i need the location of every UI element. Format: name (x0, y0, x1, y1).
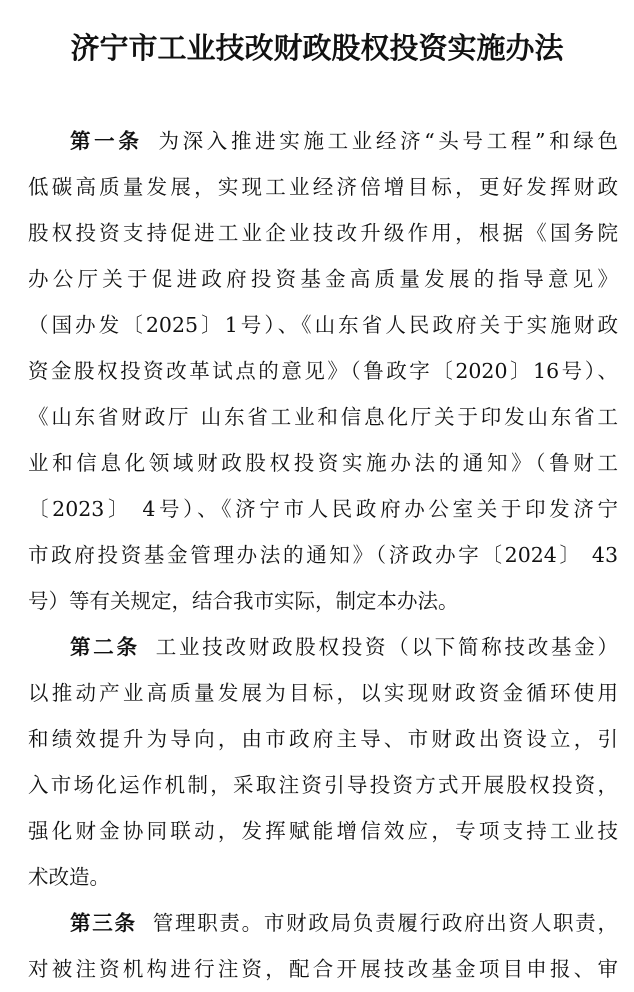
document-body (28, 118, 618, 992)
article-3 (28, 900, 618, 992)
article-1-line-6: 资金股权投资改革试点的意见》（鲁政字〔2020〕16号）、 (28, 359, 618, 383)
article-2-text-1: 工业技改财政股权投资（以下简称技改基金） (155, 635, 618, 659)
article-1-line-11: 号）等有关规定，结合我市实际，制定本办法。 (28, 589, 459, 613)
article-3-label: 第三条 (70, 911, 137, 935)
article-2 (28, 624, 618, 900)
article-3-line-2: 对被注资机构进行注资，配合开展技改基金项目申报、审 (28, 957, 618, 981)
document-title: 济宁市工业技改财政股权投资实施办法 (70, 31, 564, 65)
article-1-text-1: 为深入推进实施工业经济“头号工程”和绿色 (158, 129, 618, 153)
article-2-line-3: 和绩效提升为导向，由市政府主导、市财政出资设立，引 (28, 727, 618, 751)
article-2-line-5: 强化财金协同联动，发挥赋能增信效应，专项支持工业技 (28, 819, 618, 843)
article-1-line-4: 办公厅关于促进政府投资基金高质量发展的指导意见》 (28, 267, 618, 291)
article-1-line-2: 低碳高质量发展，实现工业经济倍增目标，更好发挥财政 (28, 175, 618, 199)
article-2-line-2: 以推动产业高质量发展为目标，以实现财政资金循环使用 (28, 681, 618, 705)
article-1-label: 第一条 (70, 129, 143, 153)
article-1-line-7: 《山东省财政厅 山东省工业和信息化厅关于印发山东省工 (28, 405, 618, 429)
article-1-line-5: （国办发〔2025〕1号）、《山东省人民政府关于实施财政 (28, 313, 618, 337)
article-1-line-8: 业和信息化领域财政股权投资实施办法的通知》（鲁财工 (28, 451, 618, 475)
article-2-line-1 (28, 624, 618, 670)
article-1-line-9: 〔2023〕 4号）、《济宁市人民政府办公室关于印发济宁 (28, 497, 618, 521)
article-2-line-6: 术改造。 (28, 865, 110, 889)
article-3-line-1 (28, 900, 618, 946)
article-2-line-4: 入市场化运作机制，采取注资引导投资方式开展股权投资， (28, 773, 618, 797)
article-3-text-1: 管理职责。市财政局负责履行政府出资人职责， (152, 911, 619, 935)
article-1-line-3: 股权投资支持促进工业企业技改升级作用，根据《国务院 (28, 221, 618, 245)
article-1-line-1 (28, 118, 618, 164)
article-1 (28, 118, 618, 624)
article-1-line-10: 市政府投资基金管理办法的通知》（济政办字〔2024〕 43 (28, 543, 618, 567)
article-2-label: 第二条 (70, 635, 140, 659)
